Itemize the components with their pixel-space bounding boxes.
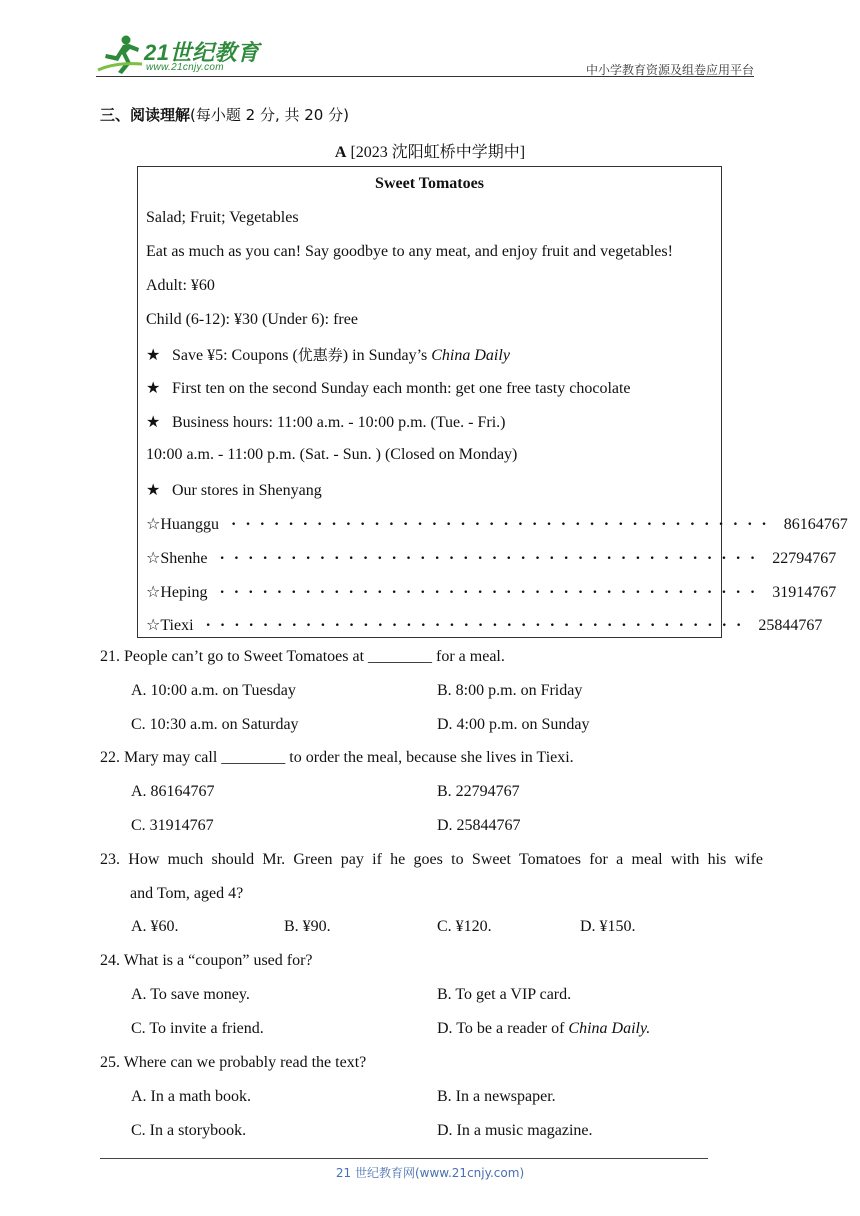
first-ten-text: First ten on the second Sunday each month: get one free tasty chocolate: [172, 380, 631, 397]
q25-option-a[interactable]: A. In a math book.: [131, 1088, 251, 1105]
store-phone: 22794767: [772, 550, 837, 567]
q24-option-c[interactable]: C. To invite a friend.: [131, 1020, 264, 1037]
question-23-stem-cont: and Tom, aged 4?: [130, 885, 244, 902]
q25-option-d[interactable]: D. In a music magazine.: [437, 1122, 593, 1139]
notice-adult-price: Adult: ¥60: [146, 277, 215, 294]
store-row: [146, 615, 823, 635]
coupon-text-post: ) in Sunday’s: [342, 347, 432, 364]
section-title-main: 三、阅读理解: [100, 106, 191, 124]
hours-weekday-text: Business hours: 11:00 a.m. - 10:00 p.m. (Tue. - Fri.): [172, 414, 506, 431]
dot-leader: ······································: [231, 516, 776, 533]
q24-option-a[interactable]: A. To save money.: [131, 986, 250, 1003]
notice-box: [137, 166, 848, 638]
footer-divider: [100, 1158, 708, 1159]
store-name: Huanggu: [160, 516, 219, 533]
q23-option-c[interactable]: C. ¥120.: [437, 918, 492, 935]
q22-option-a[interactable]: A. 86164767: [131, 783, 215, 800]
passage-label: [0, 139, 860, 162]
notice-coupon-line: [146, 344, 510, 365]
logo-url: www.21cnjy.com: [146, 62, 224, 73]
q22-option-d[interactable]: D. 25844767: [437, 817, 521, 834]
notice-hours-line: [146, 412, 505, 432]
dot-leader: ······································: [219, 550, 765, 567]
hollow-star-icon: ☆: [146, 615, 161, 634]
passage-source: [2023 沈阳虹桥中学期中]: [350, 144, 526, 161]
q22-option-c[interactable]: C. 31914767: [131, 817, 214, 834]
q24-option-b[interactable]: B. To get a VIP card.: [437, 986, 572, 1003]
q21-option-a[interactable]: A. 10:00 a.m. on Tuesday: [131, 682, 296, 699]
platform-label: 中小学教育资源及组卷应用平台: [585, 63, 754, 77]
q21-option-d[interactable]: D. 4:00 p.m. on Sunday: [437, 716, 590, 733]
q24-option-d-italic: China Daily.: [568, 1020, 651, 1037]
q24-option-d[interactable]: [437, 1020, 650, 1038]
dot-leader: ······································: [219, 584, 765, 601]
filled-star-icon: ★: [146, 378, 161, 397]
q23-option-d[interactable]: D. ¥150.: [580, 918, 636, 935]
site-logo: [96, 34, 266, 76]
coupon-newspaper: China Daily: [431, 347, 510, 364]
question-24-stem: 24. What is a “coupon” used for?: [100, 952, 313, 969]
stores-heading-text: Our stores in Shenyang: [172, 482, 322, 499]
q21-option-b[interactable]: B. 8:00 p.m. on Friday: [437, 682, 583, 699]
question-21-stem: 21. People can’t go to Sweet Tomatoes at ________ for a meal.: [100, 648, 505, 665]
logo-wordmark: 21世纪教育: [144, 40, 260, 65]
running-man-logo-icon: [96, 34, 146, 76]
section-title: [100, 104, 349, 125]
notice-hours-weekend: 10:00 a.m. - 11:00 p.m. (Sat. - Sun. ) (Closed on Monday): [146, 446, 518, 463]
question-23-stem: 23. How much should Mr. Green pay if he goes to Sweet Tomatoes for a meal with his wife: [100, 851, 763, 868]
hollow-star-icon: ☆: [146, 582, 161, 601]
notice-menu-line: Salad; Fruit; Vegetables: [146, 209, 299, 226]
question-25-stem: 25. Where can we probably read the text?: [100, 1054, 367, 1071]
store-row: [146, 582, 837, 602]
filled-star-icon: ★: [146, 480, 161, 499]
filled-star-icon: ★: [146, 412, 161, 431]
store-row: [146, 514, 848, 534]
notice-child-price: Child (6-12): ¥30 (Under 6): free: [146, 311, 358, 328]
notice-title: Sweet Tomatoes: [375, 175, 484, 192]
header-divider: [96, 76, 754, 77]
q22-option-b[interactable]: B. 22794767: [437, 783, 520, 800]
question-22-stem: 22. Mary may call ________ to order the meal, because she lives in Tiexi.: [100, 749, 574, 766]
dot-leader: ······································: [205, 617, 751, 634]
store-name: Tiexi: [160, 617, 194, 634]
notice-first-ten-line: [146, 378, 631, 398]
filled-star-icon: ★: [146, 345, 161, 364]
store-phone: 31914767: [772, 584, 837, 601]
q23-option-a[interactable]: A. ¥60.: [131, 918, 179, 935]
q25-option-c[interactable]: C. In a storybook.: [131, 1122, 247, 1139]
coupon-text-pre: Save ¥5: Coupons (: [172, 347, 298, 364]
notice-stores-heading: [146, 480, 322, 500]
q23-option-b[interactable]: B. ¥90.: [284, 918, 331, 935]
section-title-scoring: (每小题 2 分, 共 20 分): [190, 106, 349, 124]
notice-slogan: Eat as much as you can! Say goodbye to any meat, and enjoy fruit and vegetables!: [146, 243, 673, 260]
q25-option-b[interactable]: B. In a newspaper.: [437, 1088, 556, 1105]
q21-option-c[interactable]: C. 10:30 a.m. on Saturday: [131, 716, 299, 733]
passage-letter: A: [334, 144, 347, 161]
store-phone: 25844767: [758, 617, 823, 634]
store-name: Heping: [160, 584, 208, 601]
q24-option-d-text: D. To be a reader of: [437, 1020, 569, 1037]
hollow-star-icon: ☆: [146, 514, 161, 533]
store-phone: 86164767: [783, 516, 848, 533]
footer-source[interactable]: 21 世纪教育网(www.21cnjy.com): [335, 1166, 525, 1180]
hollow-star-icon: ☆: [146, 548, 161, 567]
coupon-text-cjk: 优惠券: [297, 346, 343, 364]
store-row: [146, 548, 837, 568]
store-name: Shenhe: [160, 550, 208, 567]
